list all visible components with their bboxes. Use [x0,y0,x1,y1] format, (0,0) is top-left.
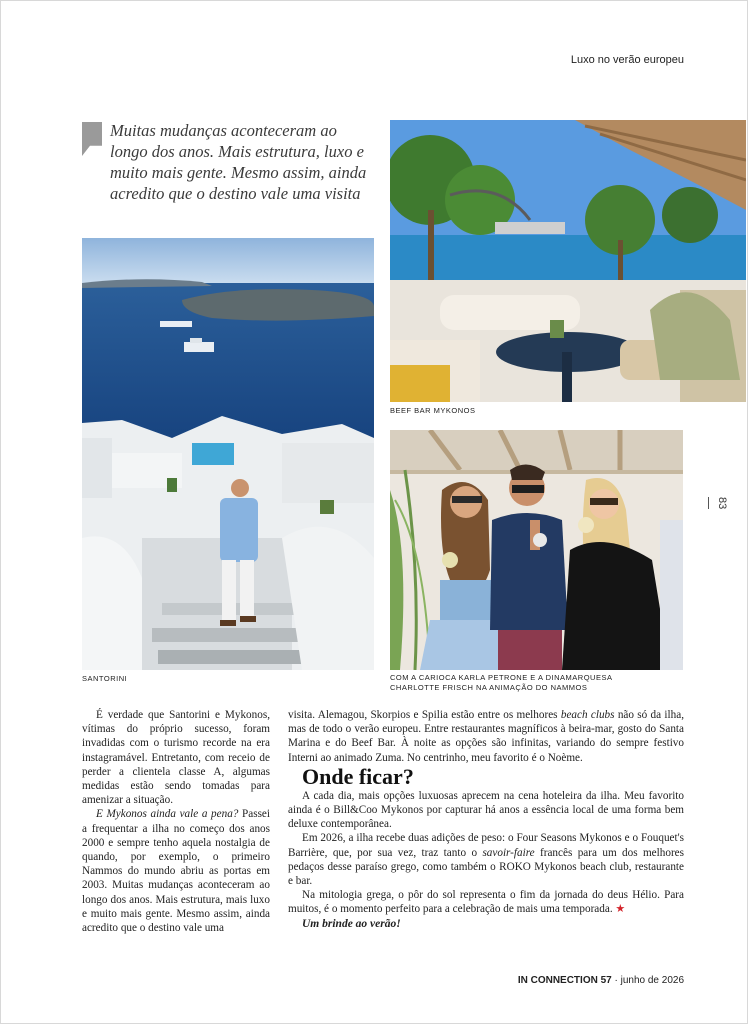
paragraph-beach-clubs [288,708,684,765]
p2026-text-a: Em 2026, a ilha recebe duas adições de peso: o Four Seasons Mykonos e o Fouquet's Barrière, que, por sua vez, traz tanto o [288,832,684,859]
nammos-caption [390,673,612,693]
paragraph-mythology [288,888,684,916]
mythology-text: Na mitologia grega, o pôr do sol representa o fim da jornada do deus Hélio. Para muitos, é o momento perfeito para a celebração de mais uma temporada. [288,889,684,916]
section-label: Luxo no verão europeu [570,54,684,66]
paragraph-mykonos [82,807,270,935]
footer-date: · junho de 2026 [611,975,684,986]
footer [518,975,684,986]
beach-clubs-italic: beach clubs [560,709,615,721]
nammos-caption-line-1: COM A CARIOCA KARLA PETRONE E A DINAMARQUESA [390,673,613,682]
p2026-italic: savoir-faire [482,846,535,859]
p2026-text-b: francês para um dos melhores pedaços desse paraíso grego, como também o ROKO Mykonos beach club, restaurante e bar. [288,846,684,888]
footer-magazine: IN CONNECTION 57 [517,975,612,986]
beef-bar-photo [390,120,746,402]
pull-quote [82,120,372,204]
nammos-photo [390,430,683,670]
paragraph-hotels: A cada dia, mais opções luxuosas aprecem na cena hoteleira da ilha. Meu favorito ainda é o Bill&Coo Mykonos por capturar há anos a essência local de uma forma bem deluxe contemporânea. [288,789,684,831]
paragraph-2026 [288,831,684,888]
inline-italic-question: E Mykonos ainda vale a pena? [96,808,239,821]
page-number: 83 [708,497,728,509]
beach-clubs-text-b: não só da ilha, mas de todo o verão europeu. Entre restaurantes magníficos à beira-mar, gosto do Santa Marina e do Beef Bar. À noite as opções são infinitas, variando do sempre festivo Interni ao animado Zuma. No centrinho, meu favorito é o Noème. [288,709,685,764]
pull-quote-text: Muitas mudanças aconteceram ao longo dos anos. Mais estrutura, luxo e muito mais gente. Mesmo assim, ainda acredito que o destino vale uma visita [110,121,367,203]
beef-bar-caption: BEEF BAR MYKONOS [390,406,476,415]
santorini-caption: SANTORINI [82,674,128,683]
beach-clubs-text-a: visita. Alemagou, Skorpios e Spilia estão entre os melhores [288,709,561,721]
nammos-caption-line-2: CHARLOTTE FRISCH NA ANIMAÇÃO DO NAMMOS [390,683,588,692]
santorini-photo [82,238,374,670]
end-star-icon: ★ [615,903,626,916]
right-text-column [288,708,684,931]
signoff: Um brinde ao verão! [302,917,401,930]
paragraph-mykonos-body: Passei a frequentar a ilha no começo dos anos 2000 e sempre tenho aquela nostalgia de quando, por exemplo, o primeiro Nammos do mundo abriu as portas em 2003. Muitas mudanças aconteceram ao longo dos anos. Mais estrutura, mais luxo e muito mais gente. Mesmo assim, ainda acredito que o destino vale uma [82,808,270,935]
paragraph-intro: É verdade que Santorini e Mykonos, vítimas do próprio sucesso, foram invadidas com o turismo recorde na era instagramável. Entretanto, com receio de perder a clientela classe A, algumas medidas estão sendo tomadas para amenizar a situação. [82,709,270,807]
subhead-onde-ficar: Onde ficar? [302,763,414,789]
left-text-column [82,708,270,935]
quote-mark-icon [82,122,102,156]
